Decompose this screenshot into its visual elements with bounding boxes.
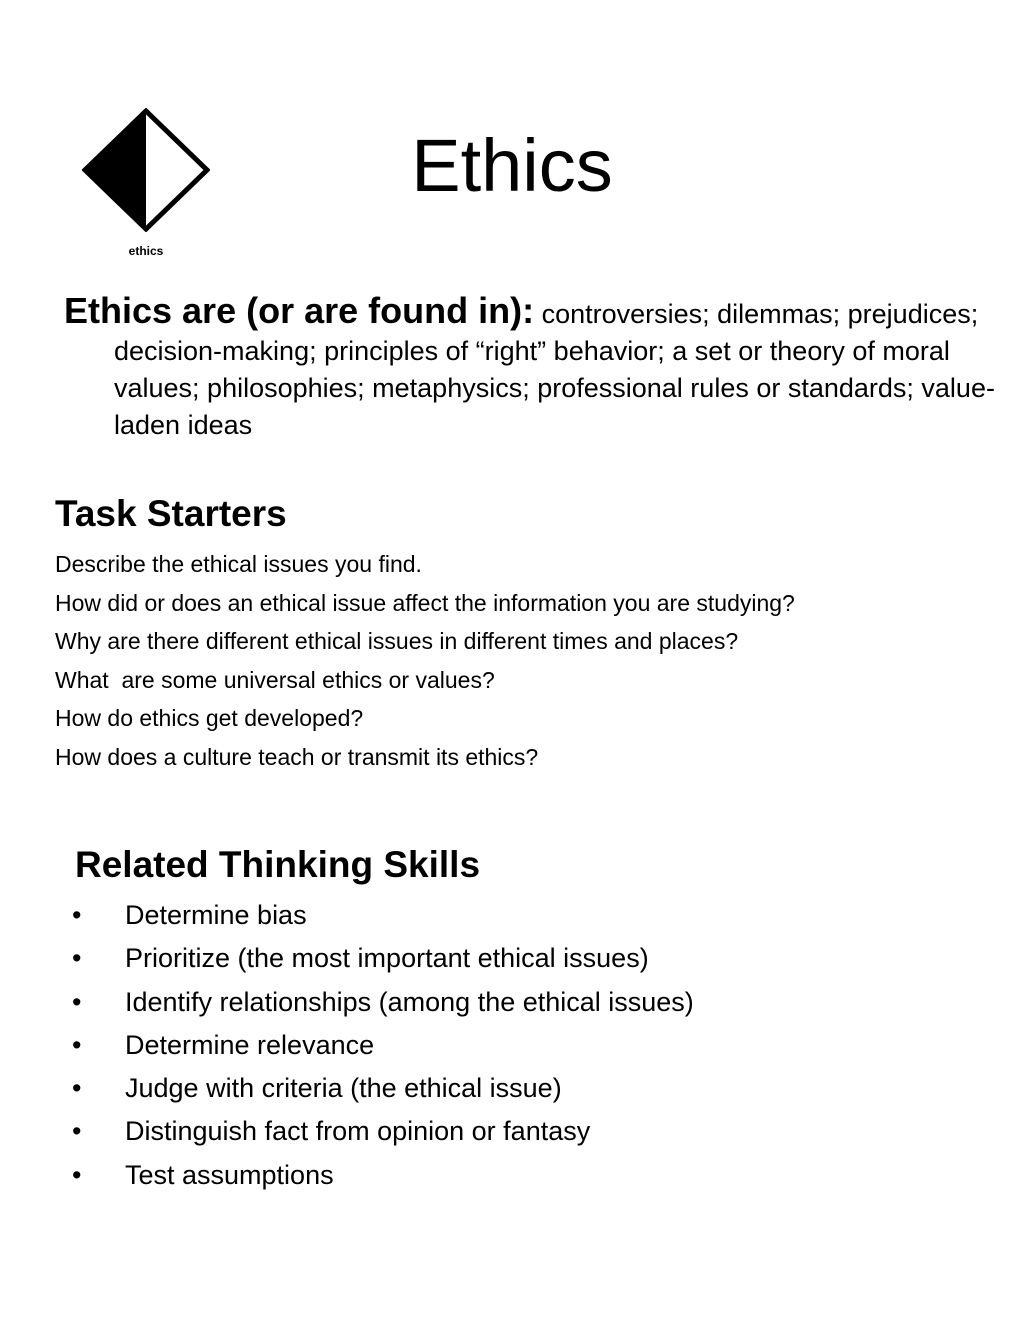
thinking-skill-label: Judge with criteria (the ethical issue) xyxy=(125,1073,562,1104)
definition-lead: Ethics are (or are found in): xyxy=(64,290,535,331)
task-starter-item: How do ethics get developed? xyxy=(55,705,364,731)
thinking-skill-label: Distinguish fact from opinion or fantasy xyxy=(125,1116,591,1147)
thinking-skill-item xyxy=(72,1067,972,1110)
task-starter-item: How did or does an ethical issue affect the information you are studying? xyxy=(55,589,795,616)
thinking-skill-item xyxy=(72,894,972,937)
ethics-definition xyxy=(64,292,1024,444)
thinking-skills-list xyxy=(72,894,972,1197)
task-starters-list xyxy=(55,545,995,776)
half-filled-diamond-icon xyxy=(82,108,210,232)
thinking-skill-item xyxy=(72,981,972,1024)
thinking-skill-item xyxy=(72,1110,972,1153)
bullet-icon: • xyxy=(72,1159,82,1190)
thinking-skill-item xyxy=(72,1024,972,1067)
bullet-icon: • xyxy=(72,1073,82,1104)
bullet-icon: • xyxy=(72,900,82,930)
task-starters-heading: Task Starters xyxy=(55,493,287,534)
task-starter-item: Describe the ethical issues you find. xyxy=(55,551,422,577)
thinking-skill-label: Test assumptions xyxy=(125,1159,334,1190)
definition-text: controversies; dilemmas; prejudices; decision-making; principles of “right” behavior; a set or theory of moral values; philosophies; metaphysics; professional rules or standards; value-laden ideas xyxy=(114,299,995,440)
task-starter-item: How does a culture teach or transmit its ethics? xyxy=(55,743,539,770)
bullet-icon: • xyxy=(72,943,82,974)
thinking-skill-label: Determine relevance xyxy=(125,1029,375,1060)
thinking-skill-label: Prioritize (the most important ethical issues) xyxy=(125,943,649,974)
ethics-logo xyxy=(82,108,210,263)
page-title: Ethics xyxy=(411,124,613,207)
logo-caption: ethics xyxy=(128,244,164,258)
thinking-skill-label: Identify relationships (among the ethical issues) xyxy=(125,986,694,1017)
bullet-icon: • xyxy=(72,1029,82,1060)
thinking-skill-item xyxy=(72,937,972,980)
thinking-skill-item xyxy=(72,1154,972,1197)
bullet-icon: • xyxy=(72,1116,82,1147)
bullet-icon: • xyxy=(72,986,82,1017)
thinking-skills-heading: Related Thinking Skills xyxy=(75,844,481,885)
task-starter-item: Why are there different ethical issues in different times and places? xyxy=(55,628,739,654)
task-starter-item: What are some universal ethics or values? xyxy=(55,666,495,693)
thinking-skill-label: Determine bias xyxy=(125,900,307,930)
